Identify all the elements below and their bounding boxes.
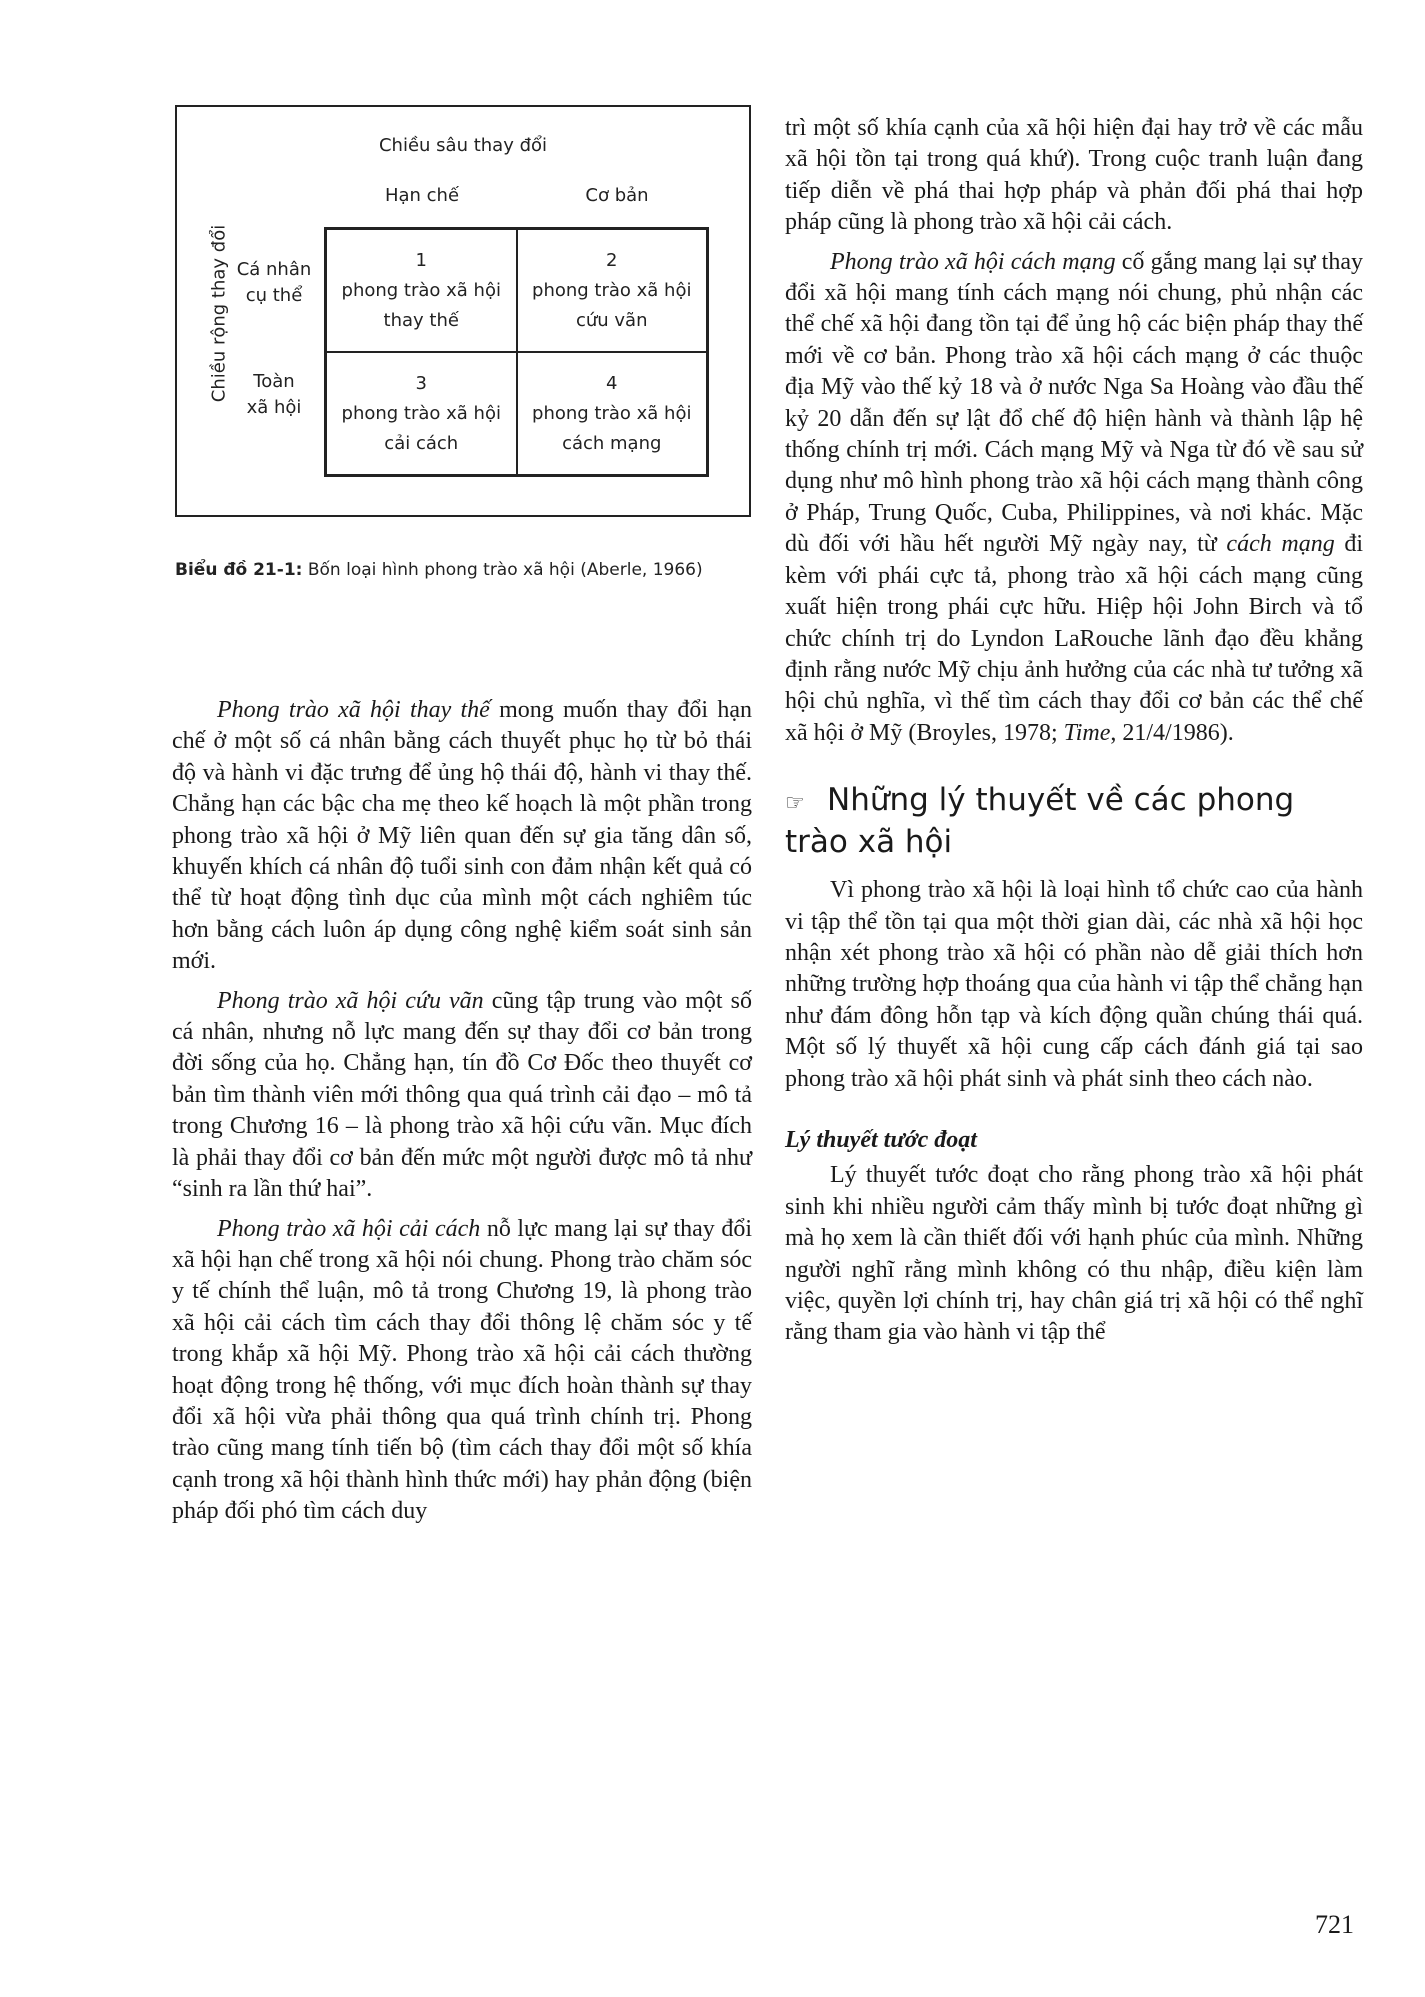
figure-box (175, 105, 751, 517)
paragraph-text: cũng tập trung vào một số cá nhân, nhưng nỗ lực mang đến sự thay đổi cơ bản trong đời sống của họ. Chẳng hạn, tín đồ Cơ Đốc theo thuyết cơ bản tìm thành viên mới thông qua quá trình cải đạo – mô tả trong Chương 16 – là phong trào xã hội cứu vãn. Mục đích là phải thay đổi cơ bản đến mức một người được mô tả như “sinh ra lần thứ hai”. (172, 987, 752, 1203)
movement-type-grid (324, 227, 709, 477)
grid-cell-2 (517, 229, 708, 352)
paragraph-text: nỗ lực mang lại sự thay đổi xã hội hạn chế trong xã hội nói chung. Phong trào chăm sóc y tế chính thể luận, mô tả trong Chương 19, là phong trào xã hội cải cách tìm cách thay đổi thông lệ chăm sóc y tế trong khắp xã hội Mỹ. Phong trào xã hội cải cách thường hoạt động trong hệ thống, với mục đích hoàn thành sự thay đổi xã hội vừa phải thông qua quá trình chính trị. Phong trào cũng mang tính tiến bộ (tìm cách thay đổi một số khía cạnh trong xã hội thành hình thức mới) hay phản động (biện pháp đối phó tìm cách duy (172, 1215, 752, 1525)
column-label-limited: Hạn chế (384, 185, 460, 206)
grid-cell-4 (517, 352, 708, 475)
paragraph-substitute-movement (172, 695, 752, 978)
cell-text: phong trào xã hội cứu vãn (532, 279, 692, 331)
cell-number: 4 (606, 372, 618, 394)
cell-text: phong trào xã hội thay thế (341, 279, 501, 331)
left-column (172, 695, 752, 1528)
paragraph-reform-movement (172, 1214, 752, 1528)
caption-text: Bốn loại hình phong trào xã hội (Aberle, 1966) (302, 560, 703, 580)
paragraph-text: cố gắng mang lại sự thay đổi xã hội mang tính cách mạng nói chung, phủ nhận các thể chế xã hội đang tồn tại để ủng hộ các biện pháp thay thế mới về cơ bản. Phong trào xã hội cách mạng ở các thuộc địa Mỹ vào thế kỷ 18 và ở nước Nga Sa Hoàng vào đầu thế kỷ 20 dẫn đến sự lật đổ chế độ hiện hành và thành lập hệ thống chính trị mới. Cách mạng Mỹ và Nga từ đó về sau sử dụng như mô hình phong trào xã hội cách mạng thành công ở Pháp, Trung Quốc, Cuba, Philippines, và nơi khác. Mặc dù đối với hầu hết người Mỹ ngày nay, từ (785, 248, 1364, 558)
page-number: 721 (1315, 1910, 1354, 1939)
term-redemptive: Phong trào xã hội cứu vãn (217, 987, 484, 1014)
cell-number: 3 (415, 372, 427, 394)
paragraph-text: , 21/4/1986). (1110, 719, 1234, 746)
breadth-axis-label: Chiều rộng thay đổi (208, 224, 230, 403)
term-substitute: Phong trào xã hội thay thế (217, 697, 490, 723)
citation-time: Time (1063, 719, 1111, 746)
figure-caption (175, 560, 703, 580)
cell-number: 2 (606, 249, 618, 271)
depth-axis-label: Chiều sâu thay đổi (378, 135, 548, 156)
section-heading-text: Những lý thuyết về các phong trào xã hội (785, 782, 1295, 861)
paragraph-revolutionary-movement (785, 247, 1363, 750)
hand-pointer-icon: ☞ (785, 791, 805, 817)
section-heading (785, 781, 1363, 861)
paragraph-text: mong muốn thay đổi hạn chế ở một số cá nhân bằng cách thuyết phục họ từ bỏ thái độ và hành vi đặc trưng để ủng hộ thái độ, hành vi thay thế. Chẳng hạn các bậc cha mẹ theo kế hoạch là một phần trong phong trào xã hội ở Mỹ liên quan đến sự gia tăng dân số, khuyến khích cá nhân độ tuổi sinh con đảm nhận kết quả có thể từ hoạt động tình dục của mình một cách nghiêm túc hơn bằng cách luôn áp dụng công nghệ kiểm soát sinh sản mới. (172, 697, 752, 975)
paragraph-theories-intro: Vì phong trào xã hội là loại hình tổ chức cao của hành vi tập thể tồn tại qua một thời gian dài, các nhà xã hội học nhận xét phong trào xã hội có phần nào dễ giải thích hơn những trường hợp thoáng qua của hành vi tập thể chẳng hạn như đám đông hỗn tạp và kích động quần chúng thái quá. Một số lý thuyết xã hội cung cấp cách đánh giá tại sao phong trào xã hội phát sinh và phát sinh theo cách nào. (785, 877, 1363, 1092)
column-label-basic: Cơ bản (585, 185, 649, 206)
grid-cell-1 (326, 229, 517, 352)
paragraph-deprivation-theory: Lý thuyết tước đoạt cho rằng phong trào xã hội phát sinh khi nhiều người cảm thấy mình bị tước đoạt những gì mà họ xem là cần thiết đối với hạnh phúc của mình. Những người nghĩ rằng mình không có thu nhập, điều kiện làm việc, quyền lợi chính trị, hay chân giá trị xã hội có thể nghĩ rằng tham gia vào hành vi tập thể (785, 1162, 1363, 1346)
row-label-society: Toàn xã hội (246, 371, 302, 418)
paragraph-continuation: trì một số khía cạnh của xã hội hiện đại hay trở về các mẫu xã hội tồn tại trong quá khứ). Trong cuộc tranh luận đang tiếp diễn về phá thai hợp pháp và phản đối phá thai hợp pháp cũng là phong trào xã hội cải cách. (785, 115, 1363, 236)
paragraph-text: đi kèm với phái cực tả, phong trào xã hội cách mạng cũng xuất hiện trong phái cực hữu. Hiệp hội John Birch và tổ chức chính trị do Lyndon LaRouche lãnh đạo đều khẳng định rằng nước Mỹ chịu ảnh hưởng của các nhà tư tưởng xã hội chủ nghĩa, vì thế tìm cách thay đổi cơ bản các thể chế xã hội ở Mỹ (Broyles, 1978; (785, 531, 1363, 746)
term-reform: Phong trào xã hội cải cách (217, 1215, 481, 1242)
paragraph-redemptive-movement (172, 986, 752, 1206)
subsection-heading: Lý thuyết tước đoạt (785, 1126, 977, 1153)
row-label-individual: Cá nhân cụ thể (236, 259, 312, 306)
right-column (785, 113, 1363, 1349)
term-revolution: cách mạng (1226, 531, 1335, 558)
cell-number: 1 (415, 249, 427, 271)
cell-text: phong trào xã hội cách mạng (532, 402, 692, 454)
cell-text: phong trào xã hội cải cách (341, 402, 501, 454)
term-revolutionary: Phong trào xã hội cách mạng (830, 248, 1116, 275)
grid-cell-3 (326, 352, 517, 475)
caption-label: Biểu đồ 21-1: (175, 560, 303, 580)
